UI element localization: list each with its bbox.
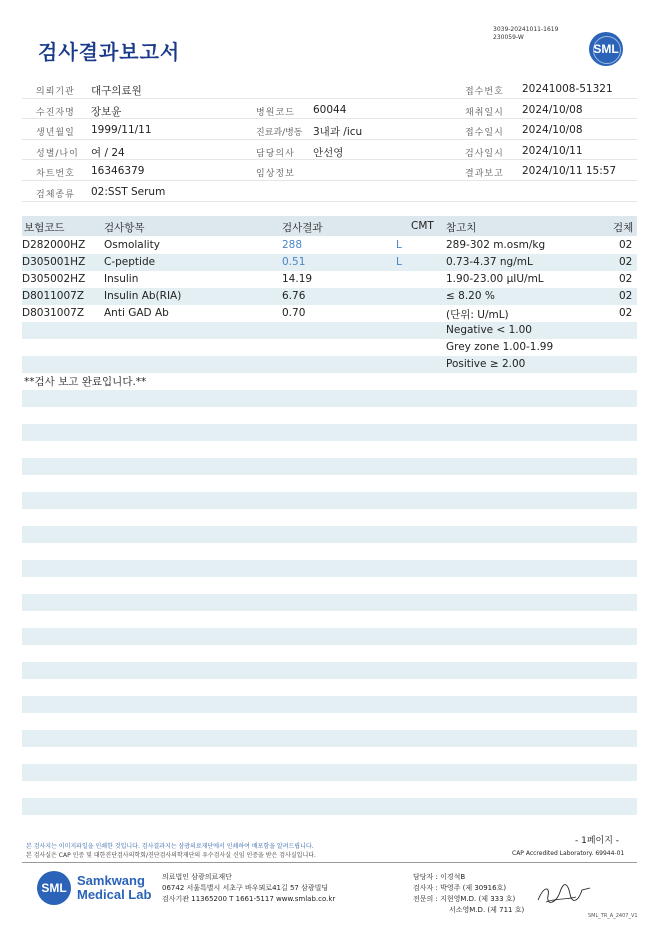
table-row: [22, 288, 637, 305]
test-date-label: 검사일시: [465, 148, 504, 159]
row-code: D282000HZ: [22, 239, 86, 251]
row-band: [22, 458, 637, 475]
receipt-no-value: 20241008-51321: [522, 83, 613, 95]
row-item: Insulin: [104, 273, 139, 285]
org-line3: 검사기관 11365200 T 1661-5117 www.smlab.co.kr: [162, 895, 336, 903]
col-result: 검사결과: [282, 222, 323, 234]
row-band: [22, 560, 637, 577]
doc-id-line2: 230059-W: [493, 34, 524, 41]
row-band: [22, 730, 637, 747]
row-result: 14.19: [282, 273, 313, 285]
row-item: C-peptide: [104, 256, 156, 268]
info-row-4: [22, 140, 637, 161]
info-row-3: [22, 119, 637, 140]
row-band: [22, 594, 637, 611]
dept-label: 진료과/병동: [256, 128, 303, 139]
patient-value: 장보윤: [91, 105, 122, 118]
receipt-no-label: 접수번호: [465, 87, 504, 97]
signature-icon: [536, 880, 592, 908]
chart-label: 차트번호: [36, 169, 75, 180]
report-value: 2024/10/11 15:57: [522, 165, 617, 178]
sml-logo-icon: SML: [589, 32, 623, 66]
row-specimen: 02: [619, 290, 633, 302]
row-ref: (단위: U/mL): [446, 309, 509, 321]
ref-grey-zone: Grey zone 1.00-1.99: [446, 341, 554, 353]
dob-value: 1999/11/11: [91, 124, 152, 137]
info-row-6: [22, 181, 637, 202]
report-label: 결과보고: [465, 169, 504, 180]
collect-value: 2024/10/08: [522, 103, 583, 116]
info-row-1: [22, 78, 637, 99]
row-band: [22, 662, 637, 679]
row-specimen: 02: [619, 307, 633, 319]
table-row: [22, 271, 637, 288]
org-line1: 의료법인 삼광의료재단: [162, 873, 232, 881]
table-row: [22, 356, 637, 373]
row-code: D305001HZ: [22, 256, 86, 268]
doctor-value: 안선영: [313, 146, 344, 159]
row-band: [22, 424, 637, 441]
org-line2: 06742 서울특별시 서초구 바우뫼로41길 57 삼광빌딩: [162, 884, 329, 892]
row-band: [22, 696, 637, 713]
document-id: [493, 26, 558, 42]
staff-line4: 서소영M.D. (제 711 호): [449, 906, 525, 914]
form-version: SML_TR_A_2407_V1: [588, 913, 638, 919]
row-result: 288: [282, 239, 303, 251]
row-band: [22, 628, 637, 645]
specimen-value: 02:SST Serum: [91, 185, 166, 198]
table-row: [22, 339, 637, 356]
row-band: [22, 492, 637, 509]
collect-label: 채취일시: [465, 107, 504, 118]
chart-value: 16346379: [91, 165, 145, 178]
row-result: 6.76: [282, 290, 306, 302]
row-band: [22, 764, 637, 781]
row-result: 0.51: [282, 256, 306, 268]
row-specimen: 02: [619, 239, 633, 251]
report-complete-note: **검사 보고 완료입니다.**: [24, 376, 147, 388]
row-item: Osmolality: [104, 239, 160, 251]
row-band: [22, 390, 637, 407]
test-date-value: 2024/10/11: [522, 144, 583, 157]
table-row: [22, 305, 637, 322]
institution-label: 의뢰기관: [36, 87, 75, 97]
row-ref: 0.73-4.37 ng/mL: [446, 256, 533, 268]
hospital-code-label: 병원코드: [256, 107, 295, 118]
sex-age-label: 성별/나이: [36, 148, 79, 159]
brand-line1: Samkwang: [77, 873, 145, 888]
info-row-2: [22, 99, 637, 120]
doctor-label: 담당의사: [256, 148, 295, 159]
dept-value: 3내과 /icu: [313, 126, 363, 139]
sex-age-value: 여 / 24: [91, 146, 125, 159]
ref-negative: Negative < 1.00: [446, 324, 532, 336]
col-ref: 참고치: [446, 222, 477, 234]
row-item: Insulin Ab(RIA): [104, 290, 182, 302]
received-label: 접수일시: [465, 128, 504, 139]
hospital-code-value: 60044: [313, 103, 347, 116]
staff-line3: 전문의 : 지현영M.D. (제 333 호): [413, 895, 516, 903]
staff-info: [413, 872, 524, 916]
received-value: 2024/10/08: [522, 124, 583, 137]
col-specimen: 검체: [613, 222, 634, 234]
row-result: 0.70: [282, 307, 306, 319]
row-band: [22, 526, 637, 543]
col-cmt: CMT: [411, 220, 434, 232]
clinical-label: 임상정보: [256, 169, 295, 180]
patient-info: [22, 78, 637, 202]
info-row-5: [22, 160, 637, 181]
report-title: 검사결과보고서: [38, 40, 181, 64]
table-row: [22, 322, 637, 339]
page-number: - 1페이지 -: [575, 836, 620, 846]
brand-line2: Medical Lab: [77, 887, 152, 902]
results-header: [22, 216, 637, 236]
footer-divider: [22, 862, 637, 863]
institution-value: 대구의료원: [91, 85, 142, 97]
staff-line2: 검사자 : 박영주 (제 30916호): [413, 884, 507, 892]
row-ref: 1.90-23.00 µIU/mL: [446, 273, 544, 285]
row-ref: 289-302 m.osm/kg: [446, 239, 546, 251]
row-ref: ≤ 8.20 %: [446, 290, 495, 302]
doc-id-line1: 3039-20241011-1619: [493, 26, 559, 33]
table-row: [22, 254, 637, 271]
organization-info: [162, 872, 335, 905]
footer-note-cap: 본 검사실은 CAP 인증 및 대한진단검사의학회/진단검사의학재단의 우수검사실 신임 인증을 받은 검사실입니다.: [26, 852, 316, 859]
row-flag: L: [396, 256, 402, 268]
staff-line1: 담당자 : 이경석B: [413, 873, 466, 881]
sml-logo-icon: SML: [37, 871, 71, 905]
patient-label: 수진자명: [36, 107, 75, 118]
row-flag: L: [396, 239, 402, 251]
row-specimen: 02: [619, 256, 633, 268]
row-band: [22, 798, 637, 815]
row-code: D305002HZ: [22, 273, 86, 285]
row-item: Anti GAD Ab: [104, 307, 169, 319]
row-code: D8011007Z: [22, 290, 85, 302]
row-code: D8031007Z: [22, 307, 85, 319]
col-item: 검사항목: [104, 222, 145, 234]
dob-label: 생년월일: [36, 128, 75, 139]
table-row: [22, 372, 637, 389]
footer-note-print: 본 검사지는 이미지파일을 인쇄한 것입니다. 검사결과지는 삼광의료재단에서 인쇄하여 배포함을 알려드립니다.: [26, 843, 314, 850]
specimen-label: 검체종류: [36, 189, 75, 200]
brand-name: [77, 874, 151, 902]
cap-accreditation: CAP Accredited Laboratory. 69944-01: [512, 850, 625, 857]
row-specimen: 02: [619, 273, 633, 285]
col-code: 보험코드: [24, 222, 65, 234]
table-row: [22, 237, 637, 254]
ref-positive: Positive ≥ 2.00: [446, 358, 526, 370]
